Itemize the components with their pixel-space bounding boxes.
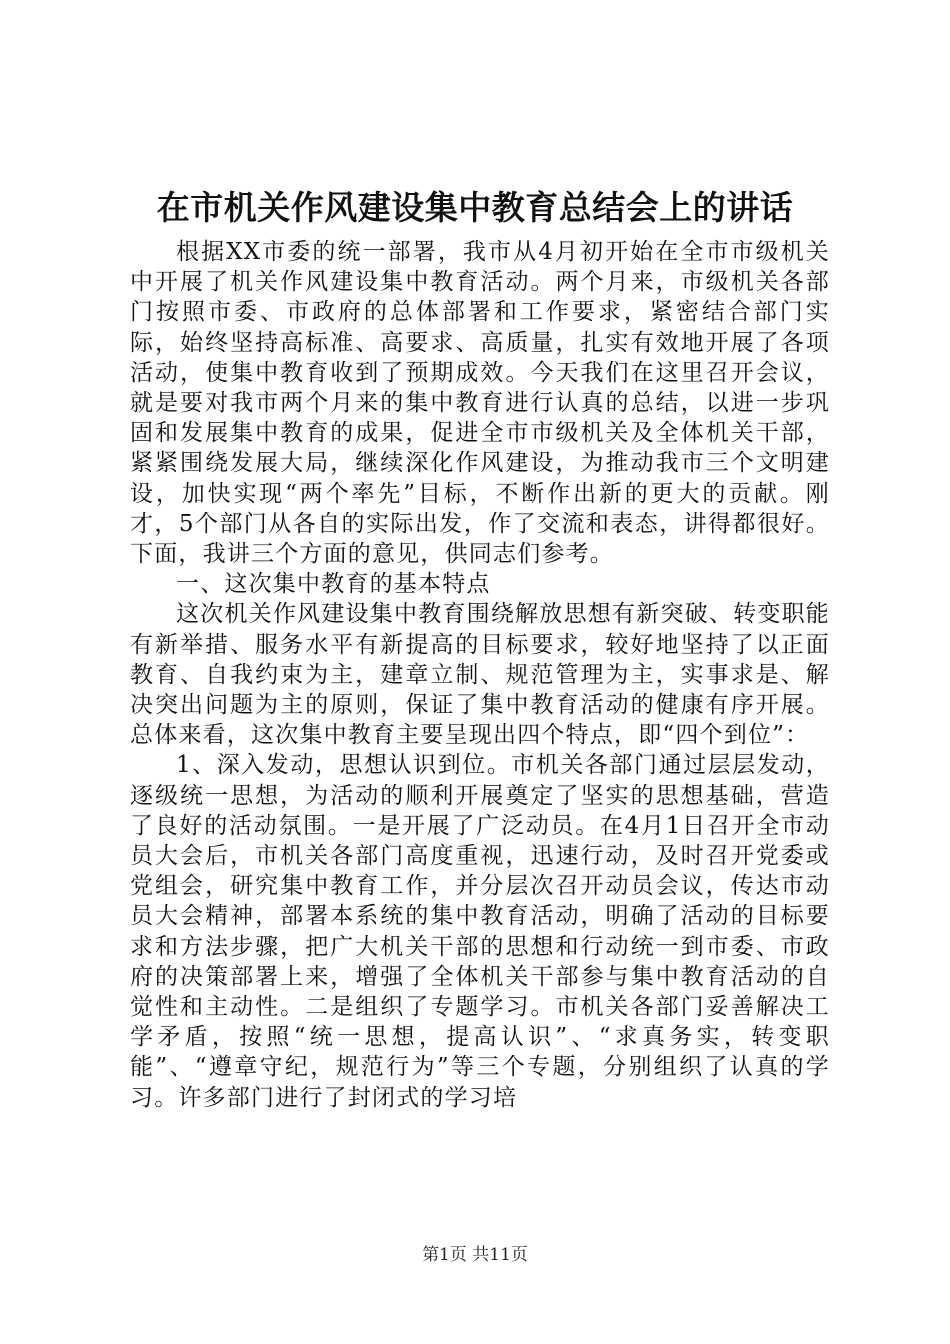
paragraph-point-1: 1、深入发动，思想认识到位。市机关各部门通过层层发动，逐级统一思想，为活动的顺利开展奠定了坚实的思想基础，营造了良好的活动氛围。一是开展了广泛动员。在4月1日召开全市动员大会后，市机关各部门高度重视，迅速行动，及时召开党委或党组会，研究集中教育工作，并分层次召开动员会议，传达市动员大会精神，部署本系统的集中教育活动，明确了活动的目标要求和方法步骤，把广大机关干部的思想和行动统一到市委、市政府的决策部署上来，增强了全体机关干部参与集中教育活动的自觉性和主动性。二是组织了专题学习。市机关各部门妥善解决工学矛盾，按照“统一思想，提高认识”、“求真务实，转变职能”、“遵章守纪，规范行为”等三个专题，分别组织了认真的学习。许多部门进行了封闭式的学习培 <box>130 752 830 1111</box>
document-title: 在市机关作风建设集中教育总结会上的讲话 <box>156 188 794 227</box>
section-heading-1: 一、这次集中教育的基本特点 <box>176 571 491 598</box>
page-footer: 第1页 共11页 <box>422 1245 528 1265</box>
paragraph-intro: 根据XX市委的统一部署，我市从4月初开始在全市市级机关中开展了机关作风建设集中教育活动。两个月来，市级机关各部门按照市委、市政府的总体部署和工作要求，紧密结合部门实际，始终坚持高标准、高要求、高质量，扎实有效地开展了各项活动，使集中教育收到了预期成效。今天我们在这里召开会议，就是要对我市两个月来的集中教育进行认真的总结，以进一步巩固和发展集中教育的成果，促进全市市级机关及全体机关干部，紧紧围绕发展大局，继续深化作风建设，为推动我市三个文明建设，加快实现“两个率先”目标，不断作出新的更大的贡献。刚才，5个部门从各自的实际出发，作了交流和表态，讲得都很好。下面，我讲三个方面的意见，供同志们参考。 <box>130 239 830 568</box>
paragraph-section-1: 这次机关作风建设集中教育围绕解放思想有新突破、转变职能有新举措、服务水平有新提高的目标要求，较好地坚持了以正面教育、自我约束为主，建章立制、规范管理为主，实事求是、解决突出问题为主的原则，保证了集中教育活动的健康有序开展。总体来看，这次集中教育主要呈现出四个特点，即“四个到位”： <box>130 601 830 749</box>
document-body <box>130 237 830 1113</box>
